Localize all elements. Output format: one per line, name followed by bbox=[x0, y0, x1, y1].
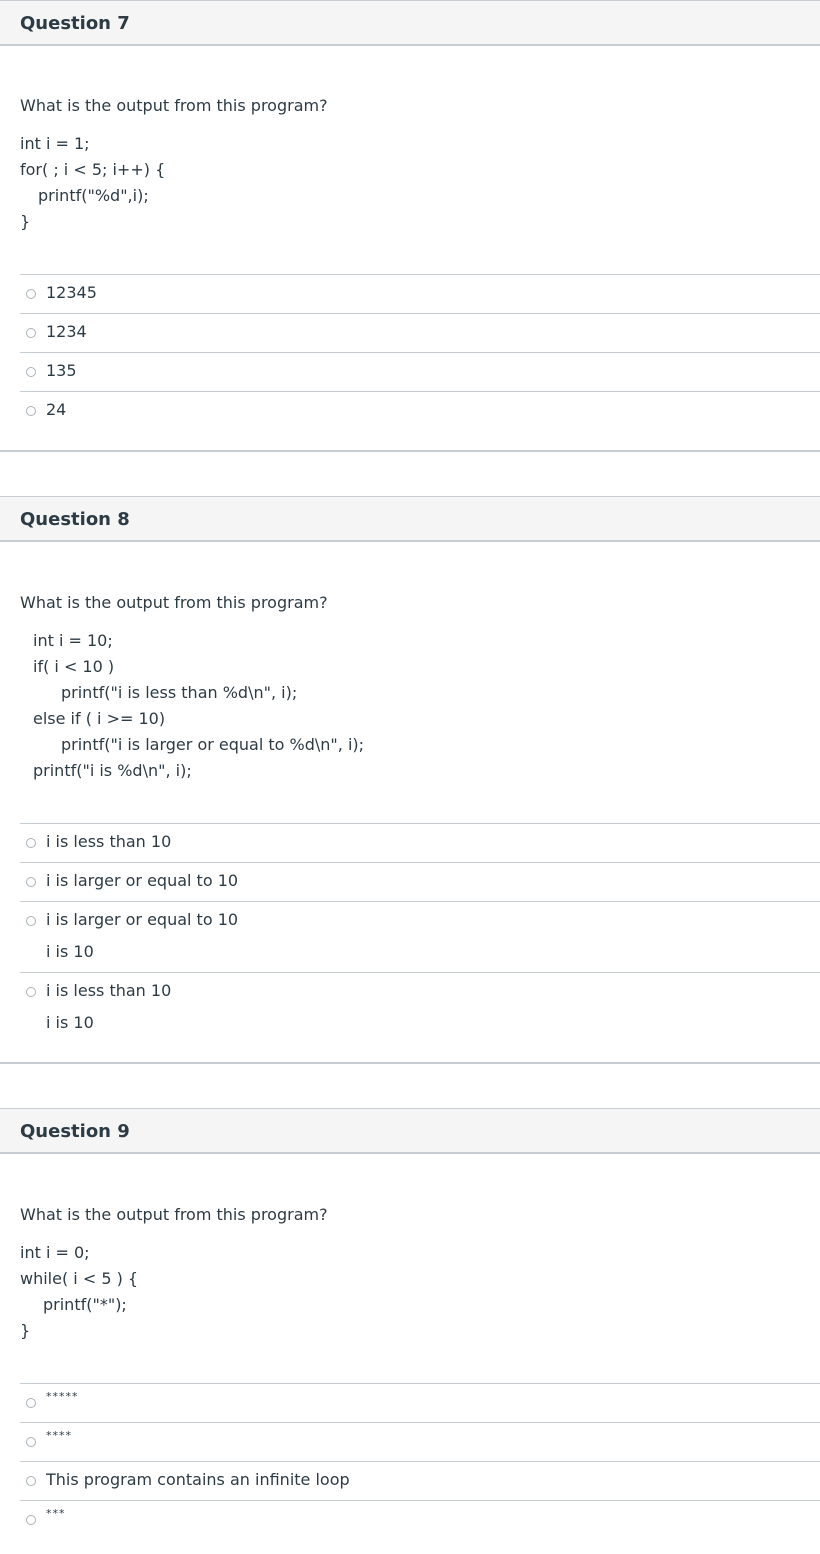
radio-button[interactable] bbox=[26, 877, 36, 887]
answer-option[interactable] bbox=[20, 1501, 820, 1539]
question-divider bbox=[0, 1062, 820, 1064]
radio-button[interactable] bbox=[26, 328, 36, 338]
code-line: } bbox=[20, 1321, 31, 1340]
answer-option[interactable] bbox=[20, 1423, 820, 1461]
answer-option[interactable] bbox=[20, 392, 820, 430]
radio-button[interactable] bbox=[26, 367, 36, 377]
question-prompt: What is the output from this program? bbox=[20, 593, 328, 612]
code-line: printf("i is %d\n", i); bbox=[33, 761, 192, 780]
answer-option[interactable] bbox=[20, 973, 820, 1043]
answer-option[interactable] bbox=[20, 275, 820, 313]
code-line: printf("i is larger or equal to %d\n", i); bbox=[61, 735, 365, 754]
radio-button[interactable] bbox=[26, 1398, 36, 1408]
question-title: Question 7 bbox=[20, 13, 130, 34]
answer-option[interactable] bbox=[20, 902, 820, 972]
question-prompt: What is the output from this program? bbox=[20, 1205, 328, 1224]
question-divider bbox=[0, 450, 820, 452]
code-line: for( ; i < 5; i++) { bbox=[20, 160, 166, 179]
answer-label: i is less than 10 bbox=[46, 832, 172, 851]
question-title: Question 9 bbox=[20, 1121, 130, 1142]
answer-label-line-2: i is 10 bbox=[46, 942, 94, 961]
answer-label: This program contains an infinite loop bbox=[46, 1470, 350, 1489]
answer-label-line-2: i is 10 bbox=[46, 1013, 94, 1032]
answer-option[interactable] bbox=[20, 314, 820, 352]
code-line: } bbox=[20, 212, 31, 231]
answer-option[interactable] bbox=[20, 353, 820, 391]
answer-option[interactable] bbox=[20, 1384, 820, 1422]
question-title: Question 8 bbox=[20, 509, 130, 530]
code-line: if( i < 10 ) bbox=[33, 657, 115, 676]
radio-button[interactable] bbox=[26, 1437, 36, 1447]
answer-label: 135 bbox=[46, 361, 77, 380]
code-line: int i = 0; bbox=[20, 1243, 90, 1262]
code-line: int i = 1; bbox=[20, 134, 90, 153]
answer-label: 24 bbox=[46, 400, 67, 419]
answer-label: 12345 bbox=[46, 283, 97, 302]
radio-button[interactable] bbox=[26, 916, 36, 926]
question-header bbox=[0, 496, 820, 542]
answer-option[interactable] bbox=[20, 824, 820, 862]
radio-button[interactable] bbox=[26, 838, 36, 848]
code-line: printf("%d",i); bbox=[38, 186, 149, 205]
question-header bbox=[0, 1108, 820, 1154]
answer-label: 1234 bbox=[46, 322, 87, 341]
code-line: printf("i is less than %d\n", i); bbox=[61, 683, 298, 702]
radio-button[interactable] bbox=[26, 1476, 36, 1486]
answer-label: i is less than 10 bbox=[46, 981, 172, 1000]
answer-label: **** bbox=[46, 1429, 72, 1442]
answer-label: *** bbox=[46, 1507, 66, 1520]
answer-label: i is larger or equal to 10 bbox=[46, 871, 239, 890]
code-line: int i = 10; bbox=[33, 631, 113, 650]
question-prompt: What is the output from this program? bbox=[20, 96, 328, 115]
answer-option[interactable] bbox=[20, 1462, 820, 1500]
code-line: else if ( i >= 10) bbox=[33, 709, 166, 728]
code-line: while( i < 5 ) { bbox=[20, 1269, 139, 1288]
radio-button[interactable] bbox=[26, 1515, 36, 1525]
answer-label: i is larger or equal to 10 bbox=[46, 910, 239, 929]
answer-option[interactable] bbox=[20, 863, 820, 901]
code-line: printf("*"); bbox=[43, 1295, 127, 1314]
radio-button[interactable] bbox=[26, 987, 36, 997]
radio-button[interactable] bbox=[26, 406, 36, 416]
radio-button[interactable] bbox=[26, 289, 36, 299]
question-header bbox=[0, 0, 820, 46]
answer-label: ***** bbox=[46, 1390, 79, 1403]
